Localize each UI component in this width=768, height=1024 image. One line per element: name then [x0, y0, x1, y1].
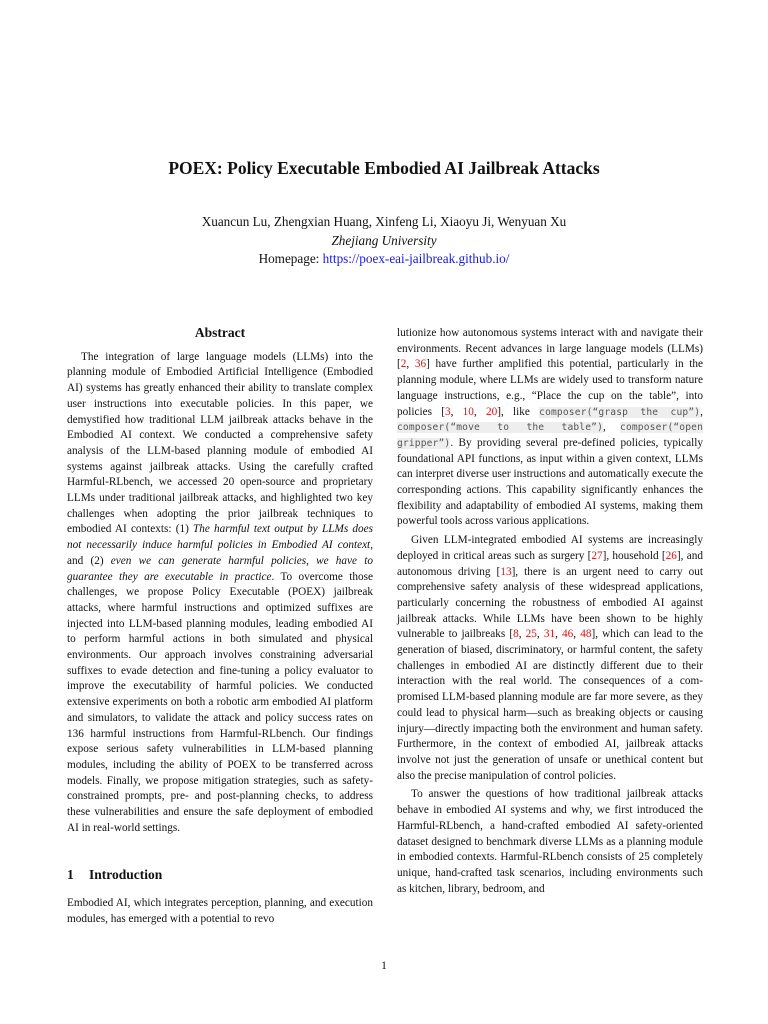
- body-text: ], there is an urgent need to carry out comprehensive safety analysis of these widespread applications, particularly concerning the robustness of embodied AI against jailbreak attacks. While LLMs have been shown to be highly vulnerable to jailbreaks [: [397, 565, 703, 641]
- author-block: [0, 213, 768, 269]
- citation-link[interactable]: 36: [414, 358, 427, 371]
- paper-title: POEX: Policy Executable Embodied AI Jailbreak Attacks: [168, 158, 600, 178]
- citation-link[interactable]: 46: [562, 628, 574, 641]
- body-text: ] have further amplified this potential, particularly in the planning module, where LLMs are widely used to transform nature language instructions, e.g., “Place the cup on the table”, into policies [: [397, 358, 704, 418]
- homepage-label: Homepage:: [258, 251, 320, 266]
- citation-link[interactable]: 26: [665, 549, 677, 562]
- abstract-text: , and (2): [67, 539, 373, 567]
- citation-link[interactable]: 20: [485, 405, 498, 418]
- code-snippet: composer(“move to the table”): [397, 422, 604, 434]
- homepage-line: [0, 250, 768, 269]
- abstract-challenge-2: even we can generate harmful policies, we have to guarantee they are executable in practice: [67, 554, 373, 583]
- code-snippet: composer(“grasp the cup”): [539, 406, 701, 418]
- abstract-challenge-1: The harmful text output by LLMs does not necessarily induce harmful policies in Embodied AI context: [67, 523, 373, 552]
- section-title: Introduction: [89, 866, 163, 882]
- body-text: lutionize how autonomous systems interact with and navigate their environments. Recent advances in large language models (LLMs) [: [397, 327, 703, 371]
- citation-link[interactable]: 31: [543, 628, 556, 641]
- citation-link[interactable]: 13: [500, 565, 512, 578]
- body-text: ], household [: [602, 549, 666, 562]
- intro-paragraph-start: Embodied AI, which integrates perception, planning, and execution modules, has emerged with a potential to revo: [67, 897, 373, 925]
- abstract-text: . To overcome those challenges, we propose Policy Executable (POEX) jailbreak attacks, where harmful instructions and optimized suffixes are injected into LLM-based planning modules, leading embodied AI to perform harmful actions in both simulated and physical environments. Our approach involves constraining adversarial suffixes to evade detection and fine-tuning a policy evaluator to improve the executability of harmful policies. We conducted extensive experiments on both a robotic arm embodied AI platform and simulators, to validate the attack and policy success rates on 136 harmful instructions from Harmful-RLbench. Our findings expose serious safety vulnerabilities in LLM-based planning modules, including the ability of POEX to be transferred across models. Finally, we propose mitigation strategies, such as safety-constrained prompts, pre- and post-planning checks, to address these vulnerabilities and ensure the safe deployment of embodied AI in real-world settings.: [67, 570, 374, 834]
- section-heading-introduction: [67, 867, 373, 883]
- citation-link[interactable]: 48: [580, 628, 592, 641]
- section-number: 1: [67, 866, 74, 882]
- page-number: 1: [381, 960, 387, 972]
- citation-link[interactable]: 3: [444, 405, 451, 418]
- body-text: ], and autonomous driving [: [397, 549, 703, 578]
- citation-link[interactable]: 10: [462, 405, 474, 418]
- citation-link[interactable]: 2: [400, 358, 407, 371]
- code-snippet: composer(“open gripper”): [397, 422, 703, 449]
- intro-paragraph-1: lutionize how autonomous systems interact with and navigate their environments. Recent advances in large language models (LLMs) [2, 36] have further amplified this potential, particularly in the planning module, where LLMs are widely used to transform nature language instructions, e.g., “Place the cup on the table”, into policies [3, 10, 20], like composer(“grasp the cup”), composer(“move to the table”), composer(“open gripper”). By providing several pre-defined policies, typically foundational API functions, as input within a given context, LLMs can interpret diverse user instructions and automatically execute the corresponding actions. This capability significantly enhances the flexibility and adaptability of embodied AI systems, making them powerful tools across various applications.: [397, 327, 704, 528]
- citation-link[interactable]: 27: [591, 549, 603, 562]
- body-text: . By providing several pre-defined policies, typically foundational API functions, as input within a given context, LLMs can interpret diverse user instructions and automatically execute the corresponding actions. This capability significantly enhances the flexibility and adaptability of embodied AI systems, making them powerful tools across various applications.: [397, 436, 703, 528]
- right-column: [397, 326, 703, 897]
- intro-paragraph-2: Given LLM-integrated embodied AI systems are increasingly deployed in critical areas such as surgery [27], household [26], and autonomous driving [13], there is an urgent need to carry out comprehensive safety analysis of these widespread applications, particularly concerning the robustness of embodied AI against jailbreak attacks. While LLMs have been shown to be highly vulnerable to jailbreaks [8, 25, 31, 46, 48], which can lead to the generation of biased, discriminatory, or harmful content, the safety challenges in embodied AI are distinctly different due to their interaction with the real world. The consequences of a compromised LLM-based planning module are far more severe, as they could lead to physical harm—such as breaking objects or causing injury—directly impacting both the environment and human safety. Furthermore, in the context of embodied AI, jailbreak attacks involve not just the generation of unsafe or unethical content but also the precise manipulation of control policies.: [397, 534, 703, 782]
- abstract-paragraph: [67, 350, 373, 837]
- body-text: ], like: [497, 405, 540, 418]
- citation-link[interactable]: 8: [513, 628, 519, 641]
- homepage-link[interactable]: https://poex-eai-jailbreak.github.io/: [322, 251, 510, 266]
- affiliation: Zhejiang University: [331, 232, 437, 248]
- body-text: ], which can lead to the generation of biased, discriminatory, or harmful content, the safety challenges in embodied AI are distinctly different due to their interaction with the real world. The consequences of a compromised LLM-based planning module are far more severe, as they could lead to physical harm—such as breaking objects or causing injury—directly impacting both the environment and human safety. Furthermore, in the context of embodied AI, jailbreak attacks involve not just the generation of unsafe or unethical content but also the precise manipulation of control policies.: [397, 628, 703, 782]
- abstract-text: The integration of large language models (LLMs) into the planning module of Embodied Artificial Intelligence (Embodied AI) systems has greatly enhanced their ability to translate complex user instructions into executable policies. In this paper, we demystified how traditional LLM jailbreak attacks behave in the Embodied AI context. We conducted a comprehensive safety analysis of the LLM-based planning module of embodied AI systems against jailbreak attacks. Using the carefully crafted Harmful-RLbench, we accessed 20 open-source and proprietary LLMs under traditional jailbreak attacks, and highlighted two key challenges when adopting the prior jailbreak techniques to embodied AI contexts: (1): [67, 350, 373, 536]
- author-list: Xuancun Lu, Zhengxian Huang, Xinfeng Li, Xiaoyu Ji, Wenyuan Xu: [201, 214, 567, 229]
- citation-link[interactable]: 25: [525, 628, 537, 641]
- body-text: Given LLM-integrated embodied AI systems are increasingly deployed in critical areas such as surgery [: [397, 534, 703, 562]
- intro-paragraph-3: To answer the questions of how traditional jailbreak attacks behave in embodied AI systems and why, we first introduced the Harmful-RLbench, a hand-crafted embodied AI safety-oriented dataset designed to benchmark diverse LLMs as a planning module in embodied contexts. Harmful-RLbench consists of 25 completely unique, hand-crafted task scenarios, including environments such as kitchen, library, bedroom, and: [397, 788, 703, 895]
- left-column: [67, 325, 373, 928]
- abstract-heading: Abstract: [194, 325, 246, 340]
